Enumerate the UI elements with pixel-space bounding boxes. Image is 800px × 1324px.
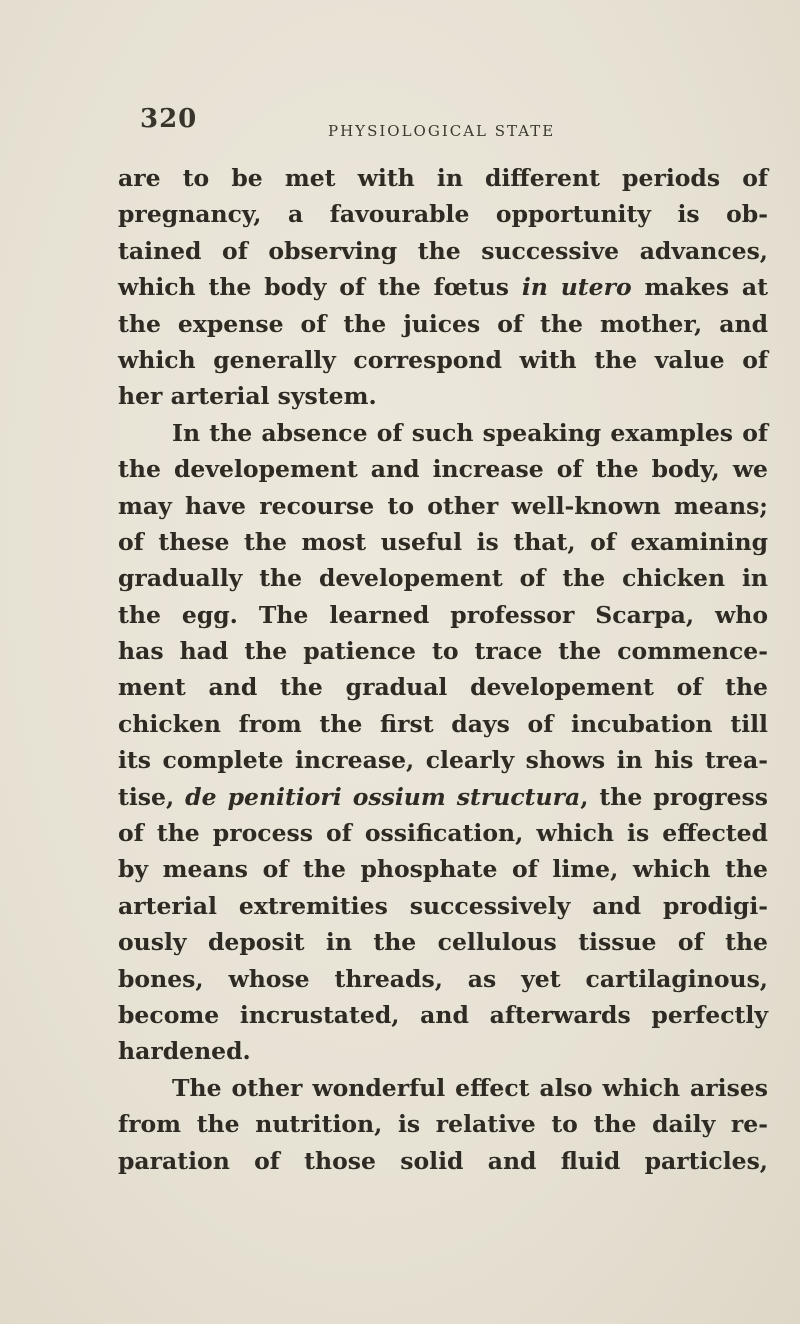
- text-segment: which the body of the fœtus: [118, 273, 522, 302]
- text-line: [118, 233, 768, 269]
- text-segment: of these the most useful is that, of examining: [118, 527, 768, 556]
- text-line: [118, 306, 768, 342]
- text-segment: hardened.: [118, 1037, 251, 1066]
- text-segment: the expense of the juices of the mother, and: [118, 309, 768, 338]
- text-line: [118, 196, 768, 232]
- text-line: [118, 342, 768, 378]
- page-header: [140, 104, 760, 144]
- text-line: [118, 524, 768, 560]
- text-line: [118, 961, 768, 997]
- text-segment: may have recourse to other well-known means;: [118, 491, 768, 520]
- text-line: [118, 924, 768, 960]
- text-line: [118, 560, 768, 596]
- text-line: [118, 669, 768, 705]
- text-segment: paration of those solid and fluid particles,: [118, 1146, 768, 1175]
- text-segment: ment and the gradual developement of the: [118, 673, 768, 702]
- text-segment: makes at: [631, 273, 768, 302]
- text-line: [118, 997, 768, 1033]
- text-segment: her arterial system.: [118, 382, 377, 411]
- text-line: [118, 779, 768, 815]
- text-segment: gradually the developement of the chicken in: [118, 564, 768, 593]
- text-line: [118, 1106, 768, 1142]
- text-segment: which generally correspond with the value of: [118, 345, 768, 374]
- italic-phrase: in utero: [521, 273, 632, 302]
- text-segment: The other wonderful effect also which arises: [172, 1073, 768, 1102]
- text-segment: from the nutrition, is relative to the daily re-: [118, 1110, 768, 1139]
- text-line: [118, 815, 768, 851]
- italic-phrase: de penitiori ossium structura: [185, 782, 581, 811]
- text-segment: of the process of ossification, which is effected: [118, 819, 768, 848]
- body-text: [118, 160, 768, 1179]
- text-line: [118, 597, 768, 633]
- text-segment: tise,: [118, 782, 186, 811]
- text-segment: arterial extremities successively and prodigi-: [118, 891, 768, 920]
- text-line: [118, 706, 768, 742]
- running-head: PHYSIOLOGICAL STATE: [328, 122, 556, 140]
- text-segment: bones, whose threads, as yet cartilaginous,: [118, 964, 768, 993]
- text-line: [118, 742, 768, 778]
- text-segment: the egg. The learned professor Scarpa, who: [118, 600, 768, 629]
- text-segment: chicken from the first days of incubation till: [118, 709, 768, 738]
- text-line: [118, 1033, 768, 1069]
- text-segment: ously deposit in the cellulous tissue of the: [118, 928, 768, 957]
- text-segment: In the absence of such speaking examples of: [172, 418, 768, 447]
- text-segment: are to be met with in different periods of: [118, 164, 768, 192]
- text-segment: the developement and increase of the body, we: [118, 455, 768, 484]
- page-number: 320: [140, 104, 198, 134]
- text-segment: its complete increase, clearly shows in his trea-: [118, 746, 768, 775]
- text-segment: pregnancy, a favourable opportunity is ob-: [118, 200, 768, 229]
- text-line: [118, 160, 768, 196]
- text-line: [118, 1070, 768, 1106]
- text-line: [118, 378, 768, 414]
- text-line: [118, 415, 768, 451]
- text-line: [118, 269, 768, 305]
- text-segment: , the progress: [580, 782, 769, 811]
- text-line: [118, 488, 768, 524]
- text-line: [118, 888, 768, 924]
- text-segment: has had the patience to trace the commence-: [118, 637, 768, 666]
- text-line: [118, 633, 768, 669]
- text-line: [118, 851, 768, 887]
- text-line: [118, 1143, 768, 1179]
- text-segment: become incrustated, and afterwards perfectly: [118, 1000, 768, 1029]
- text-segment: tained of observing the successive advances,: [118, 236, 768, 265]
- text-segment: by means of the phosphate of lime, which the: [118, 855, 768, 884]
- text-line: [118, 451, 768, 487]
